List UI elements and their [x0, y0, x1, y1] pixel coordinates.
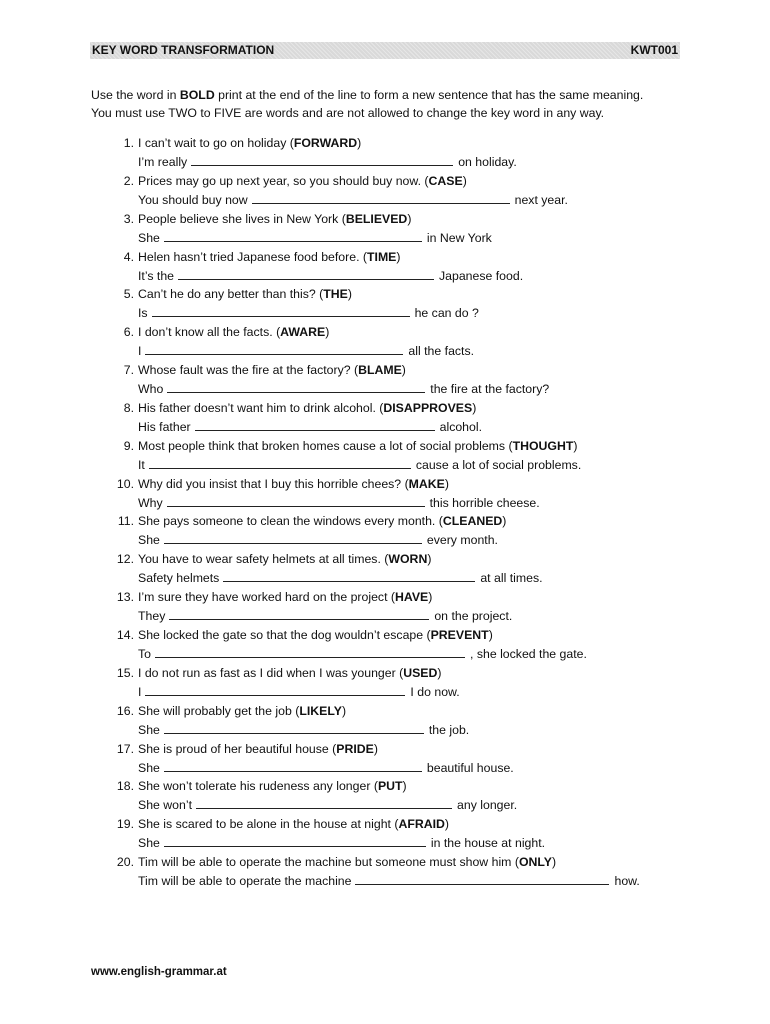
answer-blank[interactable]	[145, 342, 403, 355]
item-answer: I’m really on holiday.	[138, 155, 517, 169]
item-number: 6.	[123, 325, 134, 340]
key-word: AWARE	[280, 325, 326, 340]
key-word: WORN	[388, 552, 428, 567]
key-word: LIKELY	[299, 703, 342, 718]
item-question: I do not run as fast as I did when I was younger (USED)	[138, 665, 442, 680]
item-number: 18.	[116, 779, 134, 794]
item-answer: She beautiful house.	[138, 760, 514, 775]
answer-blank[interactable]	[155, 645, 465, 658]
answer-blank[interactable]	[223, 569, 475, 582]
item-answer: Who the fire at the factory?	[138, 382, 550, 397]
item-question: Tim will be able to operate the machine but someone must show him (ONLY)	[138, 855, 557, 870]
key-word: CLEANED	[442, 514, 503, 529]
item-answer: It’s the Japanese food.	[138, 268, 524, 283]
answer-blank[interactable]	[252, 191, 510, 204]
item-number: 12.	[116, 552, 134, 567]
key-word: THOUGHT	[512, 438, 574, 453]
item-question: She will probably get the job (LIKELY)	[138, 703, 347, 718]
answer-blank[interactable]	[195, 418, 435, 431]
answer-blank[interactable]	[178, 267, 434, 280]
item-number: 1.	[123, 136, 134, 150]
answer-blank[interactable]	[164, 834, 426, 847]
item-question: You have to wear safety helmets at all times. (WORN)	[138, 552, 432, 567]
exercise-item	[0, 512, 770, 550]
item-number: 7.	[123, 363, 134, 378]
answer-blank[interactable]	[164, 229, 422, 242]
key-word: BELIEVED	[345, 211, 408, 226]
exercise-item	[0, 172, 770, 210]
key-word: FORWARD	[293, 136, 358, 150]
item-answer: I I do now.	[138, 684, 460, 699]
exercise-item	[0, 664, 770, 702]
item-number: 9.	[123, 438, 134, 453]
item-question: Prices may go up next year, so you should buy now. (CASE)	[138, 173, 467, 188]
answer-blank[interactable]	[164, 721, 424, 734]
item-answer: She in New York	[138, 230, 492, 245]
exercise-item	[0, 285, 770, 323]
item-question: Whose fault was the fire at the factory? (BLAME)	[138, 363, 406, 378]
exercise-item	[0, 777, 770, 815]
footer-url: www.english-grammar.at	[91, 966, 227, 978]
item-number: 10.	[116, 476, 134, 491]
item-question: Can’t he do any better than this? (THE)	[138, 287, 352, 302]
exercise-item	[0, 853, 770, 891]
answer-blank[interactable]	[355, 872, 609, 885]
answer-blank[interactable]	[167, 380, 425, 393]
exercise-item	[0, 702, 770, 740]
item-question: She is proud of her beautiful house (PRIDE)	[138, 741, 378, 756]
key-word: TIME	[367, 249, 397, 264]
exercise-item	[0, 740, 770, 778]
item-number: 13.	[116, 590, 134, 605]
item-question: She is scared to be alone in the house at night (AFRAID)	[138, 817, 450, 832]
key-word: MAKE	[408, 476, 445, 491]
item-answer: She the job.	[138, 722, 470, 737]
key-word: PUT	[377, 779, 403, 794]
key-word: PREVENT	[430, 627, 489, 642]
item-answer: She in the house at night.	[138, 836, 546, 851]
exercise-item	[0, 248, 770, 286]
exercise-item	[0, 399, 770, 437]
item-question: His father doesn’t want him to drink alcohol. (DISAPPROVES)	[138, 400, 477, 415]
key-word: HAVE	[395, 590, 429, 605]
answer-blank[interactable]	[169, 607, 429, 620]
item-answer: To , she locked the gate.	[138, 646, 587, 661]
exercise-item	[0, 134, 770, 172]
exercise-item	[0, 210, 770, 248]
item-number: 16.	[116, 703, 134, 718]
item-number: 15.	[116, 665, 134, 680]
exercise-item	[0, 437, 770, 475]
worksheet-title: KEY WORD TRANSFORMATION	[92, 43, 275, 57]
item-question: She locked the gate so that the dog wouldn’t escape (PREVENT)	[138, 627, 493, 642]
item-answer: Is he can do ?	[138, 306, 479, 321]
item-question: She won’t tolerate his rudeness any longer (PUT)	[138, 779, 407, 794]
key-word: ONLY	[518, 855, 552, 870]
item-answer: Safety helmets at all times.	[138, 571, 543, 586]
item-answer: They on the project.	[138, 609, 513, 624]
item-answer: I all the facts.	[138, 344, 475, 359]
exercise-list	[0, 134, 770, 891]
exercise-item	[0, 626, 770, 664]
item-answer: She won’t any longer.	[138, 798, 518, 813]
item-answer: You should buy now next year.	[138, 192, 568, 207]
exercise-item	[0, 588, 770, 626]
key-word: USED	[403, 665, 438, 680]
answer-blank[interactable]	[152, 304, 410, 317]
answer-blank[interactable]	[196, 796, 452, 809]
item-question: Most people think that broken homes cause a lot of social problems (THOUGHT)	[138, 438, 578, 453]
item-question: People believe she lives in New York (BELIEVED)	[138, 211, 412, 226]
item-number: 17.	[116, 741, 134, 756]
item-number: 20.	[116, 855, 134, 870]
item-number: 8.	[123, 400, 134, 415]
item-number: 5.	[123, 287, 134, 302]
answer-blank[interactable]	[164, 759, 422, 772]
item-answer: His father alcohol.	[138, 419, 483, 434]
item-question: She pays someone to clean the windows every month. (CLEANED)	[138, 514, 507, 529]
key-word: PRIDE	[336, 741, 374, 756]
item-question: Helen hasn’t tried Japanese food before. (TIME)	[138, 249, 401, 264]
key-word: DISAPPROVES	[383, 400, 473, 415]
item-question: I don’t know all the facts. (AWARE)	[138, 325, 330, 340]
answer-blank[interactable]	[149, 456, 411, 469]
item-number: 19.	[116, 817, 134, 832]
item-question: Why did you insist that I buy this horrible chees? (MAKE)	[138, 476, 449, 491]
item-question: I can’t wait to go on holiday (FORWARD)	[138, 136, 362, 150]
exercise-item	[0, 550, 770, 588]
exercise-item	[0, 361, 770, 399]
header-bar	[90, 42, 680, 59]
exercise-item	[0, 475, 770, 513]
item-number: 14.	[116, 627, 134, 642]
item-answer: She every month.	[138, 533, 498, 548]
key-word: AFRAID	[398, 817, 445, 832]
item-answer: Why this horrible cheese.	[138, 495, 540, 510]
item-number: 3.	[123, 211, 134, 226]
instruction-line-1: Use the word in BOLD print at the end of the line to form a new sentence that has the same meaning.	[91, 88, 644, 102]
exercise-item	[0, 323, 770, 361]
key-word: CASE	[428, 173, 463, 188]
item-answer: It cause a lot of social problems.	[138, 457, 582, 472]
item-number: 4.	[123, 249, 134, 264]
key-word: BLAME	[358, 363, 402, 378]
instruction-line-2: You must use TWO to FIVE are words and are not allowed to change the key word in any way.	[91, 106, 605, 120]
item-number: 11.	[117, 514, 134, 529]
key-word: THE	[323, 287, 348, 302]
answer-blank[interactable]	[191, 153, 453, 166]
item-number: 2.	[123, 173, 134, 188]
answer-blank[interactable]	[167, 494, 425, 507]
item-question: I’m sure they have worked hard on the project (HAVE)	[138, 590, 433, 605]
item-answer: Tim will be able to operate the machine how.	[138, 874, 640, 889]
answer-blank[interactable]	[145, 683, 405, 696]
exercise-item	[0, 815, 770, 853]
answer-blank[interactable]	[164, 531, 422, 544]
worksheet-code: KWT001	[630, 43, 678, 57]
